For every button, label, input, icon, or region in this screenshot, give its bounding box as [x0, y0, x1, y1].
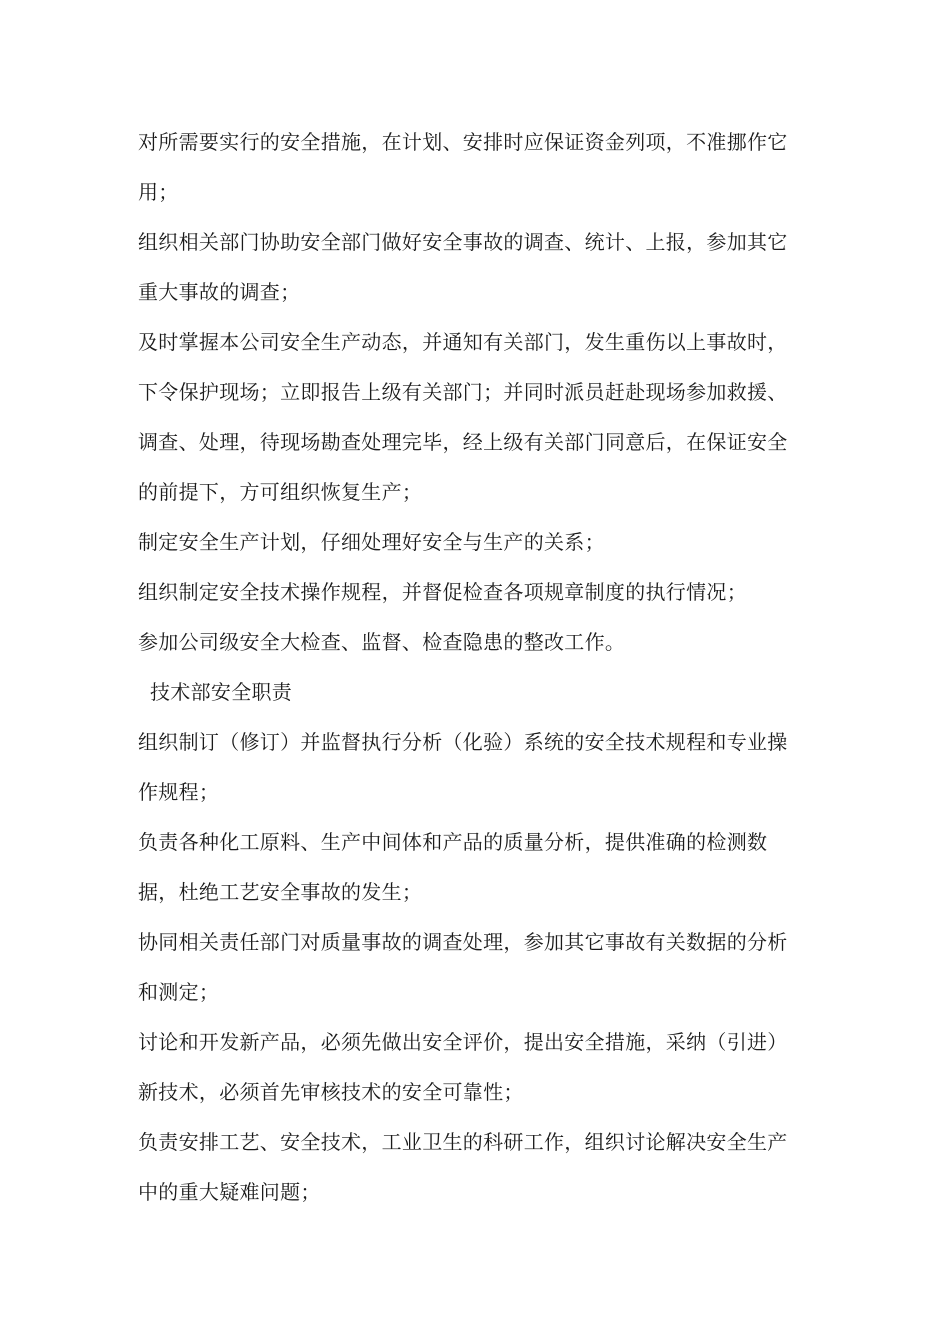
text-line: 据，杜绝工艺安全事故的发生； — [138, 880, 423, 904]
text-line: 用； — [138, 180, 179, 204]
text-line: 下令保护现场；立即报告上级有关部门；并同时派员赶赴现场参加救援、 — [138, 380, 788, 404]
text-line: 制定安全生产计划，仔细处理好安全与生产的关系； — [138, 530, 605, 554]
text-line: 负责各种化工原料、生产中间体和产品的质量分析，提供准确的检测数 — [138, 830, 768, 854]
text-line: 组织相关部门协助安全部门做好安全事故的调查、统计、上报，参加其它 — [138, 230, 788, 254]
section-heading: 技术部安全职责 — [150, 680, 293, 704]
text-line: 重大事故的调查； — [138, 280, 301, 304]
text-line: 中的重大疑难问题； — [138, 1180, 321, 1204]
text-line: 讨论和开发新产品，必须先做出安全评价，提出安全措施，采纳（引进） — [138, 1030, 788, 1054]
text-line: 及时掌握本公司安全生产动态，并通知有关部门，发生重伤以上事故时， — [138, 330, 788, 354]
text-line: 协同相关责任部门对质量事故的调查处理，参加其它事故有关数据的分析 — [138, 930, 788, 954]
text-line: 新技术，必须首先审核技术的安全可靠性； — [138, 1080, 524, 1104]
text-line: 作规程； — [138, 780, 220, 804]
document-body — [138, 117, 838, 1217]
text-line: 和测定； — [138, 980, 220, 1004]
text-line: 调查、处理，待现场勘查处理完毕，经上级有关部门同意后，在保证安全 — [138, 430, 788, 454]
text-line: 组织制定安全技术操作规程，并督促检查各项规章制度的执行情况； — [138, 580, 747, 604]
text-line: 负责安排工艺、安全技术，工业卫生的科研工作，组织讨论解决安全生产 — [138, 1130, 788, 1154]
text-line: 组织制订（修订）并监督执行分析（化验）系统的安全技术规程和专业操 — [138, 730, 788, 754]
text-line: 参加公司级安全大检查、监督、检查隐患的整改工作。 — [138, 630, 626, 654]
text-line: 的前提下，方可组织恢复生产； — [138, 480, 423, 504]
text-line: 对所需要实行的安全措施，在计划、安排时应保证资金列项，不准挪作它 — [138, 130, 788, 154]
